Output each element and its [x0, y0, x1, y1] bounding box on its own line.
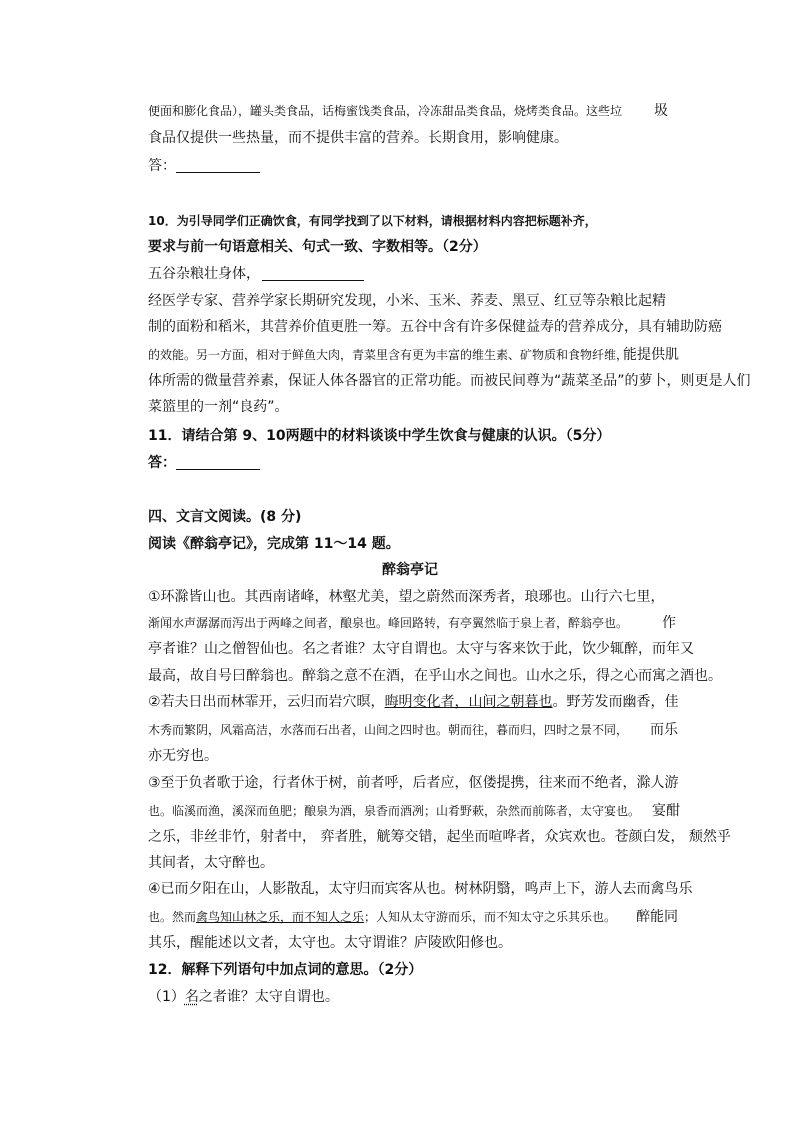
question-11-text: 11．请结合第 9、10两题中的材料谈谈中学生饮食与健康的认识。（5分） [148, 428, 611, 444]
passage-text-tail: 醉能同 [636, 909, 678, 925]
material-line: 菜篮里的一剂“良药”。 [148, 399, 289, 415]
title-blank[interactable] [262, 266, 364, 281]
passage-title: 醉翁亭记 [382, 562, 438, 578]
passage-text: 亭者谁？山之僧智仙也。名之者谁？太守自谓也。太守与客来饮于此，饮少辄醉，而年又 [148, 641, 694, 657]
top-line1-tail: 圾 [654, 103, 668, 119]
top-line1: 便面和膨化食品），罐头类食品，话梅蜜饯类食品，冷冻甜品类食品，烧烤类食品。这些垃 [148, 104, 623, 118]
passage-text: 也。临溪而渔，溪深而鱼肥；酿泉为酒，泉香而酒冽；山肴野蔌，杂然而前陈者，太守宴也。 [148, 804, 641, 818]
answer-blank[interactable] [176, 158, 260, 173]
material-line: 体所需的微量营养素，保证人体各器官的正常功能。而被民间尊为“蔬菜圣品”的萝卜，则更是人们 [148, 373, 751, 389]
question-10-text: 10．为引导同学们正确饮食，有同学找到了以下材料，请根据材料内容把标题补齐， [148, 214, 597, 228]
passage-text: ；人知从太守游而乐，而不知太守之乐其乐也。 [364, 910, 617, 924]
passage-text: ③至于负者歌于途，行者休于树，前者呼，后者应，伛偻提携，往来而不绝者，滁人游 [148, 775, 679, 791]
passage-text: 渐闻水声潺潺而泻出于两峰之间者，酿泉也。峰回路转，有亭翼然临于泉上者，醉翁亭也。 [148, 616, 629, 630]
passage-text: ②若夫日出而林霏开，云归而岩穴暝， [148, 694, 385, 710]
passage-text: 最高，故自号曰醉翁也。醉翁之意不在酒，在乎山水之间也。山水之乐，得之心而寓之酒也。 [148, 668, 722, 684]
answer-label: 答： [148, 158, 176, 174]
section-4-heading: 四、文言文阅读。(8 分) [148, 509, 302, 525]
item-number: （1） [148, 989, 185, 1005]
material-line: 的效能。另一方面，相对于鲜鱼大肉，青菜里含有更为丰富的维生素、矿物质和食物纤维， [148, 348, 629, 362]
material-line: 经医学专家、营养学家长期研究发现，小米、玉米、荞麦、黑豆、红豆等杂粮比起精 [148, 293, 666, 309]
passage-text-tail: 而乐 [650, 722, 678, 738]
passage-text: 之乐，非丝非竹，射者中， 弈者胜，觥筹交错，起坐而喧哗者，众宾欢也。苍颜白发， 颓然乎 [148, 829, 731, 845]
question-12-text: 12．解释下列语句中加点词的意思。（2分） [148, 962, 423, 978]
passage-text-tail: 作 [662, 615, 676, 631]
passage-text: ①环滁皆山也。其西南诸峰，林壑尤美，望之蔚然而深秀者，琅琊也。山行六七里， [148, 589, 665, 605]
passage-text-tail: 宴酣 [652, 803, 680, 819]
answer-blank[interactable] [176, 455, 260, 470]
passage-text: 。野芳发而幽香，佳 [552, 694, 679, 710]
dotted-word: 名 [184, 989, 199, 1005]
underlined-sentence: 晦明变化者，山间之朝暮也 [384, 694, 553, 710]
passage-text: 也。然而 [148, 910, 197, 924]
answer-label: 答： [148, 455, 176, 471]
material-line-tail: 能提供肌 [623, 347, 679, 363]
item-text: 之者谁？太守自谓也。 [198, 989, 339, 1005]
reading-instruction: 阅读《醉翁亭记》，完成第 11～14 题。 [148, 536, 400, 552]
top-line2: 食品仅提供一些热量，而不提供丰富的营养。长期食用，影响健康。 [148, 130, 568, 146]
passage-text: 木秀而繁阴，风霜高洁，水落而石出者，山间之四时也。朝而往，暮而归，四时之景不同， [148, 723, 629, 737]
question-10-requirement: 要求与前一句语意相关、句式一致、字数相等。（2分） [148, 239, 487, 255]
material-line: 制的面粉和稻米，其营养价值更胜一筹。五谷中含有许多保健益寿的营养成分，具有辅助防癌 [148, 319, 722, 335]
prompt-text: 五谷杂粮壮身体， [148, 266, 260, 282]
passage-text: 其间者，太守醉也。 [148, 855, 274, 871]
passage-text: ④已而夕阳在山，人影散乱，太守归而宾客从也。树林阴翳，鸣声上下，游人去而禽鸟乐 [148, 881, 693, 897]
passage-text: 亦无穷也。 [148, 748, 218, 764]
passage-text: 其乐，醒能述以文者，太守也。太守谓谁？庐陵欧阳修也。 [148, 935, 512, 951]
underlined-sentence: 禽鸟知山林之乐，而不知人之乐 [196, 910, 365, 924]
